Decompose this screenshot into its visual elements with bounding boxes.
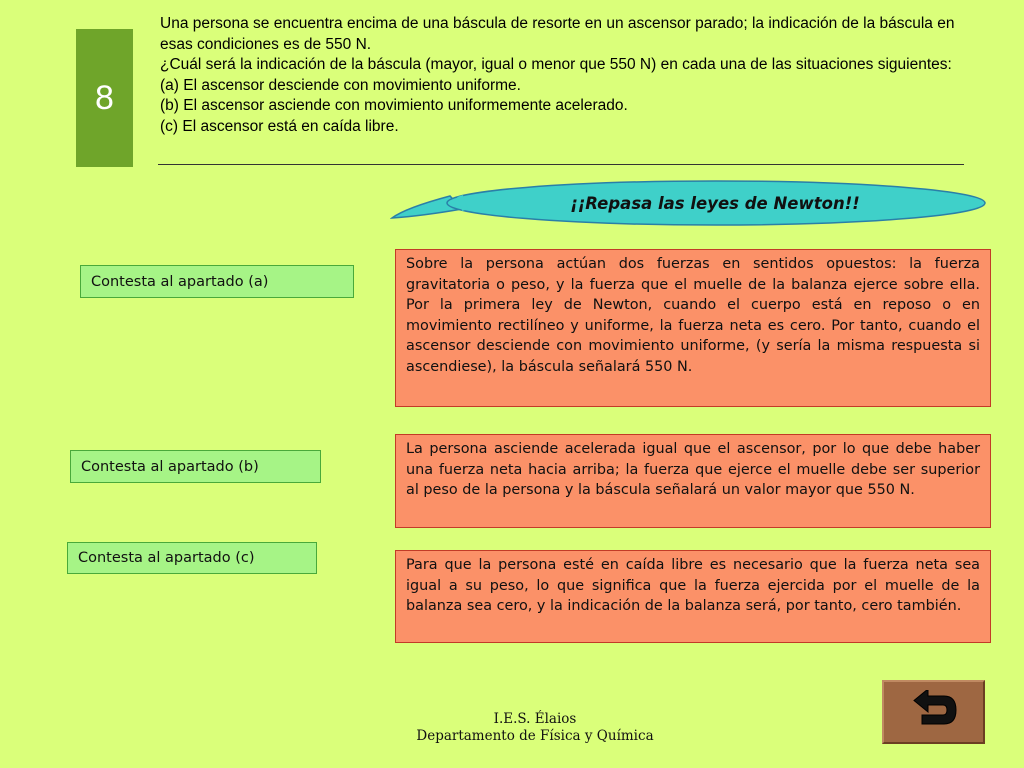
question-part-b: (b) El ascensor asciende con movimiento uniformemente acelerado. — [160, 97, 628, 115]
question-prompt: ¿Cuál será la indicación de la báscula (mayor, igual o menor que 550 N) en cada una de las situaciones siguientes: — [160, 56, 952, 74]
answer-b-text: La persona asciende acelerada igual que el ascensor, por lo que debe haber una fuerza neta hacia arriba; la fuerza que ejerce el muelle debe ser superior al peso de la persona y la báscula señalará un valor mayor que 550 N. — [395, 434, 991, 528]
question-part-c: (c) El ascensor está en caída libre. — [160, 117, 399, 135]
hint-callout — [390, 176, 990, 236]
question-part-a: (a) El ascensor desciende con movimiento uniforme. — [160, 76, 521, 94]
question-text — [160, 14, 970, 138]
answer-a-text: Sobre la persona actúan dos fuerzas en sentidos opuestos: la fuerza gravitatoria o peso, y la fuerza que el muelle de la balanza ejerce sobre ella. Por la primera ley de Newton, cuando el cuerpo está en reposo o en movimiento rectilíneo y uniforme, la fuerza neta es cero. Por tanto, cuando el ascensor desciende con movimiento uniforme, (y sería la misma respuesta si ascendiese), la báscula señalará 550 N. — [395, 249, 991, 407]
answer-c-button[interactable]: Contesta al apartado (c) — [67, 542, 317, 574]
question-divider — [158, 164, 964, 165]
return-button[interactable] — [882, 680, 985, 744]
slide-number: 8 — [76, 29, 133, 167]
department-name: Departamento de Física y Química — [416, 728, 654, 744]
question-statement: Una persona se encuentra encima de una báscula de resorte en un ascensor parado; la indicación de la báscula en esas condiciones es de 550 N. — [160, 15, 955, 53]
footer — [330, 711, 740, 745]
answer-c-text: Para que la persona esté en caída libre es necesario que la fuerza neta sea igual a su peso, lo que significa que la fuerza ejercida por el muelle de la balanza sea cero, y la indicación de la balanza será, por tanto, cero también. — [395, 550, 991, 643]
school-name: I.E.S. Élaios — [493, 711, 577, 727]
return-arrow-icon — [910, 690, 958, 734]
answer-b-button[interactable]: Contesta al apartado (b) — [70, 450, 321, 483]
answer-a-button[interactable]: Contesta al apartado (a) — [80, 265, 354, 298]
hint-text: ¡¡Repasa las leyes de Newton!! — [570, 193, 860, 213]
